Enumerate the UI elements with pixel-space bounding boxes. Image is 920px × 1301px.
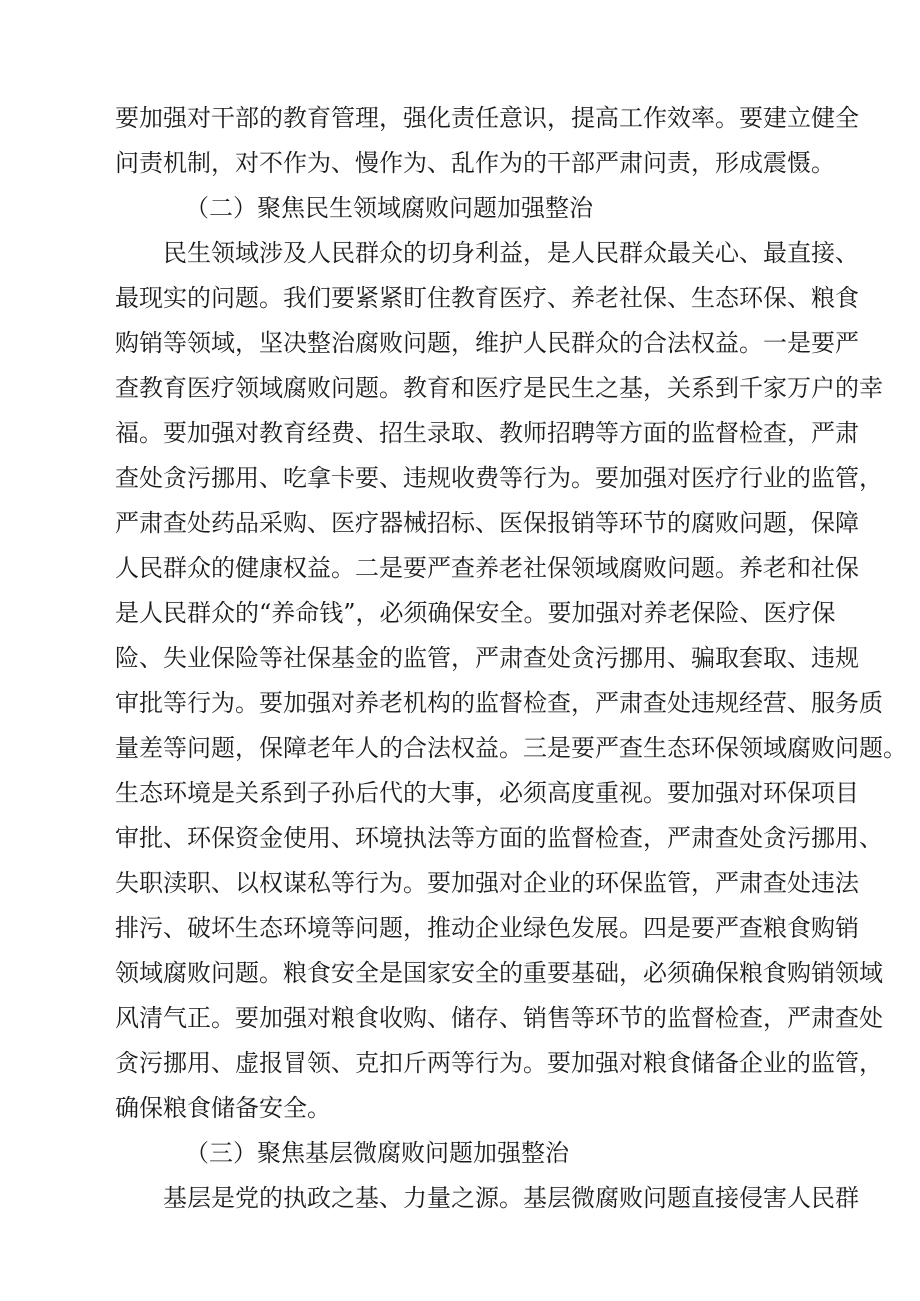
paragraph-line: 人民群众的健康权益。二是要严查养老社保领域腐败问题。养老和社保 xyxy=(115,554,859,582)
section-heading-3: （三）聚焦基层微腐败问题加强整治 xyxy=(185,1139,569,1167)
paragraph-line: 问责机制，对不作为、慢作为、乱作为的干部严肃问责，形成震慑。 xyxy=(115,149,835,177)
paragraph-line: 险、失业保险等社保基金的监管，严肃查处贪污挪用、骗取套取、违规 xyxy=(115,644,859,672)
paragraph-line: 是人民群众的“养命钱”，必须确保安全。要加强对养老保险、医疗保 xyxy=(115,599,836,627)
paragraph-line: 风清气正。要加强对粮食收购、储存、销售等环节的监督检查，严肃查处 xyxy=(115,1004,883,1032)
paragraph-line: 贪污挪用、虚报冒领、克扣斤两等行为。要加强对粮食储备企业的监管， xyxy=(115,1049,883,1077)
paragraph-line: 失职渎职、以权谋私等行为。要加强对企业的环保监管，严肃查处违法 xyxy=(115,869,859,897)
paragraph-line: 民生领域涉及人民群众的切身利益，是人民群众最关心、最直接、 xyxy=(163,239,859,267)
paragraph-line: 确保粮食储备安全。 xyxy=(115,1094,331,1122)
paragraph-line: 生态环境是关系到子孙后代的大事，必须高度重视。要加强对环保项目 xyxy=(115,779,859,807)
paragraph-line: 最现实的问题。我们要紧紧盯住教育医疗、养老社保、生态环保、粮食 xyxy=(115,284,859,312)
paragraph-line: 查处贪污挪用、吃拿卡要、违规收费等行为。要加强对医疗行业的监管， xyxy=(115,464,883,492)
paragraph-line: 审批等行为。要加强对养老机构的监督检查，严肃查处违规经营、服务质 xyxy=(115,689,883,717)
paragraph-line: 要加强对干部的教育管理，强化责任意识，提高工作效率。要建立健全 xyxy=(115,104,859,132)
paragraph-line: 查教育医疗领域腐败问题。教育和医疗是民生之基，关系到千家万户的幸 xyxy=(115,374,883,402)
paragraph-line: 量差等问题，保障老年人的合法权益。三是要严查生态环保领域腐败问题。 xyxy=(115,734,907,762)
paragraph-line: 排污、破坏生态环境等问题，推动企业绿色发展。四是要严查粮食购销 xyxy=(115,914,859,942)
section-heading-2: （二）聚焦民生领域腐败问题加强整治 xyxy=(185,194,593,222)
paragraph-line: 领域腐败问题。粮食安全是国家安全的重要基础，必须确保粮食购销领域 xyxy=(115,959,883,987)
paragraph-line: 严肃查处药品采购、医疗器械招标、医保报销等环节的腐败问题，保障 xyxy=(115,509,859,537)
paragraph-line: 审批、环保资金使用、环境执法等方面的监督检查，严肃查处贪污挪用、 xyxy=(115,824,883,852)
paragraph-line: 福。要加强对教育经费、招生录取、教师招聘等方面的监督检查，严肃 xyxy=(115,419,859,447)
paragraph-line: 购销等领域，坚决整治腐败问题，维护人民群众的合法权益。一是要严 xyxy=(115,329,859,357)
paragraph-line: 基层是党的执政之基、力量之源。基层微腐败问题直接侵害人民群 xyxy=(163,1184,859,1212)
